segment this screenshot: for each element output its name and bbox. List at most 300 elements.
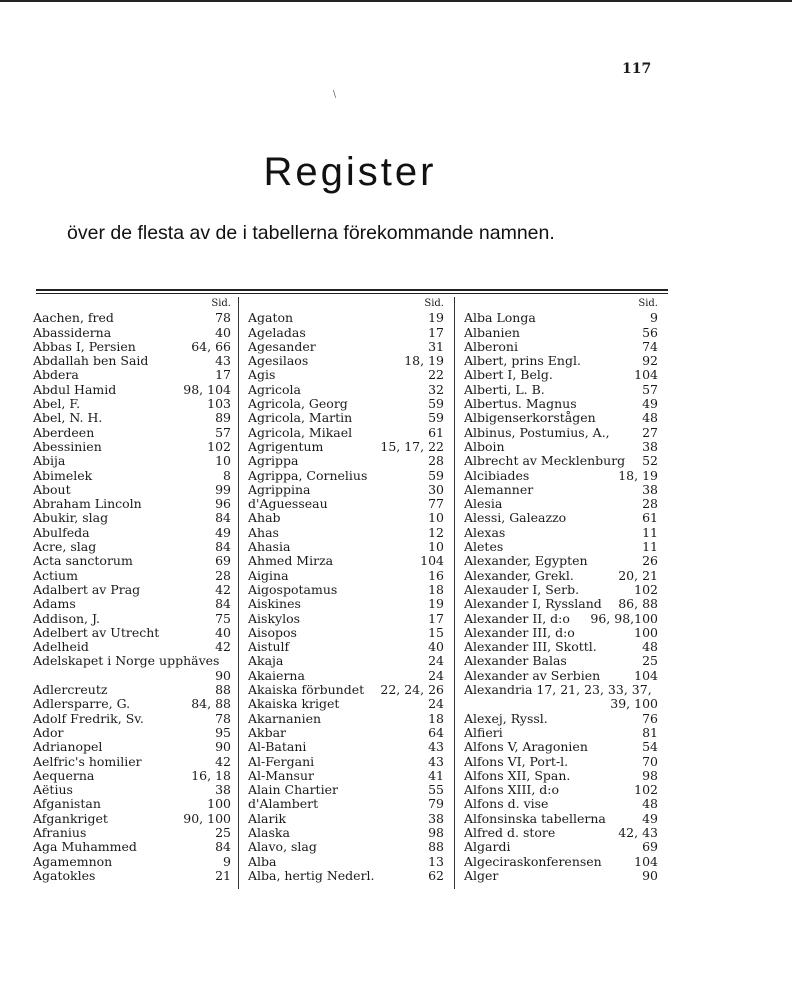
entry-pages: 96 [215,496,231,512]
entry-pages: 27 [642,424,658,440]
index-entry [248,726,444,740]
entry-pages: 78 [215,310,231,326]
entry-pages: 92 [642,353,658,369]
entry-name: Agricola, Georg [248,396,348,412]
index-entry [248,797,444,811]
entry-name: Abdera [33,367,79,383]
entry-name: Albinus, Postumius, A., [464,424,610,440]
entry-name: Alfons VI, Port-l. [464,753,569,769]
index-entry [248,411,444,425]
entry-name: Albert I, Belg. [464,367,553,383]
page-number: 117 [622,61,652,77]
index-entry [464,783,658,797]
index-entry [33,597,231,611]
index-entry [248,783,444,797]
entry-name: Adelskapet i Norge upphäves [33,653,220,669]
entry-name: Agricola [248,381,301,397]
index-entry [464,540,658,554]
entry-pages: 43 [428,753,444,769]
entry-name: Al-Fergani [248,753,315,769]
index-entry [464,311,658,325]
index-entry [464,397,658,411]
entry-pages: 38 [215,782,231,798]
index-entry [33,869,231,883]
entry-pages: 40 [215,324,231,340]
index-entry [248,368,444,382]
entry-name: Aiskines [248,596,301,612]
entry-name: Agamemnon [33,853,113,869]
index-entry [33,583,231,597]
entry-pages: 84, 88 [191,696,231,712]
entry-name: Actium [33,567,78,583]
entry-pages: 38 [428,810,444,826]
entry-name: Agricola, Martin [248,410,353,426]
entry-name: Alexas [464,524,506,540]
entry-name: Alexander II, d:o [464,610,570,626]
entry-pages: 18, 19 [618,467,658,483]
entry-pages: 86, 88 [618,596,658,612]
index-entry [248,397,444,411]
index-entry [248,597,444,611]
entry-name: Alcibiades [464,467,530,483]
entry-pages: 42 [215,753,231,769]
index-entry [464,368,658,382]
entry-name: Agrippina [248,481,311,497]
index-entry [33,654,231,668]
index-entry [248,340,444,354]
index-entry [248,869,444,883]
entry-pages: 64, 66 [191,338,231,354]
entry-name: Agis [248,367,276,383]
column-divider-1 [238,297,239,889]
entry-pages: 17 [428,324,444,340]
index-entry [248,526,444,540]
entry-pages: 88 [428,839,444,855]
index-entry [33,483,231,497]
entry-name: Alexander, Egypten [464,553,588,569]
index-entry [464,712,658,726]
index-entry [33,797,231,811]
entry-pages: 104 [634,667,658,683]
entry-name: Abbas I, Persien [33,338,136,354]
index-entry [464,597,658,611]
index-entry [248,554,444,568]
entry-name: Alarik [248,810,287,826]
entry-pages: 49 [642,396,658,412]
entry-pages: 59 [428,410,444,426]
index-entry [33,783,231,797]
entry-name: Alfons XIII, d:o [464,782,560,798]
index-entry [33,855,231,869]
entry-pages: 24 [428,653,444,669]
index-entry [248,683,444,697]
entry-name: Ahab [248,510,281,526]
entry-pages: 69 [215,553,231,569]
index-entry [464,354,658,368]
entry-pages: 79 [428,796,444,812]
entry-name: Alexander III, d:o [464,624,575,640]
header-rule-thin [36,293,668,294]
entry-pages: 31 [428,338,444,354]
entry-name: Agesilaos [248,353,309,369]
entry-name: Alfieri [464,724,503,740]
entry-pages: 24 [428,667,444,683]
index-entry [464,626,658,640]
entry-name: Aga Muhammed [33,839,137,855]
entry-pages: 98 [642,767,658,783]
entry-name: Addison, J. [33,610,100,626]
index-entry [33,712,231,726]
page-title: Register [263,150,437,194]
entry-pages: 104 [634,853,658,869]
entry-name: Alain Chartier [248,782,338,798]
index-entry [248,569,444,583]
entry-name: Ahmed Mirza [248,553,334,569]
index-entry [464,669,658,683]
entry-pages: 18 [428,581,444,597]
entry-pages: 15, 17, 22 [380,438,444,454]
index-entry [464,697,658,711]
entry-pages: 48 [642,796,658,812]
entry-pages: 74 [642,338,658,354]
entry-pages: 75 [215,610,231,626]
index-entry [33,469,231,483]
entry-pages: 16, 18 [191,767,231,783]
index-entry [464,469,658,483]
entry-pages: 18, 19 [404,353,444,369]
entry-name: Ageladas [248,324,306,340]
entry-name: Alfons XII, Span. [464,767,571,783]
index-entry [464,726,658,740]
entry-name: Akaiska kriget [248,696,340,712]
entry-name: Alfons V, Aragonien [464,739,588,755]
index-entry [248,755,444,769]
entry-name: Aachen, fred [33,310,114,326]
index-entry [248,812,444,826]
entry-pages: 55 [428,782,444,798]
entry-pages: 102 [634,581,658,597]
entry-name: Agesander [248,338,316,354]
entry-name: Alemanner [464,481,534,497]
index-entry [33,669,231,683]
index-entry [464,840,658,854]
index-entry [33,454,231,468]
entry-name: Abraham Lincoln [33,496,142,512]
entry-pages: 84 [215,510,231,526]
entry-name: Alberoni [464,338,518,354]
entry-name: Aëtius [33,782,73,798]
entry-pages: 61 [428,424,444,440]
entry-pages: 89 [215,410,231,426]
entry-name: Abulfeda [33,524,90,540]
entry-pages: 48 [642,410,658,426]
index-entry [248,855,444,869]
entry-pages: 48 [642,639,658,655]
index-entry [33,626,231,640]
entry-pages: 30 [428,481,444,497]
entry-pages: 104 [420,553,444,569]
index-entry [33,769,231,783]
index-entry [33,426,231,440]
entry-name: Alesia [464,496,503,512]
index-entry [464,640,658,654]
entry-name: Afranius [33,824,87,840]
index-entry [33,526,231,540]
entry-pages: 19 [428,596,444,612]
entry-pages: 103 [207,396,231,412]
entry-name: Agrippa, Cornelius [248,467,368,483]
entry-pages: 43 [428,739,444,755]
index-entry [33,812,231,826]
entry-name: Aiskylos [248,610,301,626]
index-entry [33,755,231,769]
entry-name: Albigenserkorstågen [464,410,596,426]
entry-pages: 42, 43 [618,824,658,840]
index-entry [33,640,231,654]
entry-name: Al-Mansur [248,767,314,783]
entry-name: Adolf Fredrik, Sv. [33,710,144,726]
entry-pages: 22 [428,367,444,383]
entry-pages: 22, 24, 26 [380,682,444,698]
index-entry [248,583,444,597]
entry-pages: 56 [642,324,658,340]
entry-name: Aistulf [248,639,290,655]
entry-pages: 18 [428,710,444,726]
entry-name: Agrigentum [248,438,324,454]
entry-name: Agricola, Mikael [248,424,353,440]
entry-pages: 17 [428,610,444,626]
index-entry [33,511,231,525]
index-entry [464,426,658,440]
index-entry [248,426,444,440]
entry-pages: 43 [215,353,231,369]
index-entry [248,697,444,711]
entry-name: Ahasia [248,539,291,555]
entry-pages: 11 [642,524,658,540]
entry-name: Afganistan [33,796,101,812]
entry-pages: 10 [428,539,444,555]
entry-name: Alger [464,867,499,883]
entry-pages: 41 [428,767,444,783]
entry-pages: 28 [428,453,444,469]
index-entry [464,440,658,454]
entry-name: Algardi [464,839,511,855]
entry-pages: 49 [215,524,231,540]
entry-name: Abassiderna [33,324,112,340]
entry-name: Alexandria 17, 21, 23, 33, 37, [464,682,652,698]
entry-name: Afgankriget [33,810,108,826]
entry-name: Akbar [248,724,287,740]
index-entry [464,612,658,626]
entry-name: Alfons d. vise [464,796,549,812]
index-entry [33,397,231,411]
entry-name: d'Alambert [248,796,319,812]
entry-pages: 76 [642,710,658,726]
index-entry [248,740,444,754]
index-entry [464,483,658,497]
entry-pages: 81 [642,724,658,740]
index-entry [248,612,444,626]
index-entry [33,440,231,454]
column-header-sid: Sid. [638,298,658,309]
entry-pages: 77 [428,496,444,512]
entry-pages: 95 [215,724,231,740]
entry-name: Aigospotamus [248,581,338,597]
index-entry [33,383,231,397]
index-column-1 [33,297,231,883]
index-column-3 [464,297,658,883]
entry-pages: 9 [223,853,231,869]
entry-name: Al-Batani [248,739,307,755]
entry-pages: 25 [215,824,231,840]
entry-name: Agaton [248,310,294,326]
index-entry [464,812,658,826]
index-column-2 [248,297,444,883]
header-rule-thick [36,289,668,291]
entry-pages: 40 [428,639,444,655]
column-header-sid: Sid. [211,298,231,309]
entry-name: Alexauder I, Serb. [464,581,580,597]
entry-name: Abel, N. H. [33,410,103,426]
entry-name: Aisopos [248,624,297,640]
index-entry [464,497,658,511]
index-entry [248,497,444,511]
index-entry [464,411,658,425]
entry-name: d'Aguesseau [248,496,328,512]
entry-name: Acta sanctorum [33,553,133,569]
entry-pages: 8 [223,467,231,483]
entry-name: Albrecht av Mecklenburg [464,453,626,469]
entry-name: Albertus. Magnus [464,396,577,412]
entry-name: Ador [33,724,64,740]
entry-pages: 42 [215,581,231,597]
entry-pages: 90, 100 [183,810,231,826]
entry-pages: 13 [428,853,444,869]
index-entry [248,640,444,654]
entry-pages: 88 [215,682,231,698]
entry-pages: 21 [215,867,231,883]
entry-name: Abdallah ben Said [33,353,149,369]
entry-name: Abukir, slag [33,510,109,526]
entry-pages: 69 [642,839,658,855]
entry-pages: 84 [215,596,231,612]
entry-pages: 99 [215,481,231,497]
entry-pages: 90 [642,867,658,883]
entry-pages: 102 [207,438,231,454]
entry-name: Adlersparre, G. [33,696,131,712]
index-entry [248,311,444,325]
entry-name: Alberti, L. B. [464,381,545,397]
entry-pages: 90 [215,739,231,755]
entry-pages: 62 [428,867,444,883]
entry-name: Alexander, Grekl. [464,567,574,583]
entry-pages: 100 [207,796,231,812]
entry-pages: 20, 21 [618,567,658,583]
entry-pages: 24 [428,696,444,712]
entry-pages: 19 [428,310,444,326]
entry-name: Albert, prins Engl. [464,353,581,369]
entry-name: Abimelek [33,467,93,483]
entry-pages: 12 [428,524,444,540]
entry-name: Abdul Hamid [33,381,117,397]
index-entry [33,840,231,854]
index-entry [33,612,231,626]
index-entry [33,311,231,325]
entry-name: Aelfric's homilier [33,753,142,769]
entry-name: Alba [248,853,277,869]
entry-pages: 28 [215,567,231,583]
index-entry [464,654,658,668]
entry-name: Akarnanien [248,710,322,726]
entry-pages: 104 [634,367,658,383]
index-entry [33,497,231,511]
entry-name: Aberdeen [33,424,95,440]
index-entry [33,554,231,568]
entry-name: Akaierna [248,667,305,683]
entry-pages: 57 [642,381,658,397]
index-entry [33,740,231,754]
entry-pages: 42 [215,639,231,655]
entry-name: Alfred d. store [464,824,556,840]
entry-pages: 17 [215,367,231,383]
entry-pages: 40 [215,624,231,640]
entry-pages: 54 [642,739,658,755]
entry-pages: 32 [428,381,444,397]
entry-pages: 102 [634,782,658,798]
index-entry [33,683,231,697]
entry-name: Alboin [464,438,505,454]
index-entry [464,340,658,354]
entry-pages: 96, 98,100 [590,610,658,626]
entry-pages: 78 [215,710,231,726]
entry-name: Alexej, Ryssl. [464,710,548,726]
entry-name: Alba Longa [464,310,536,326]
entry-pages: 15 [428,624,444,640]
index-entry [464,554,658,568]
entry-pages: 64 [428,724,444,740]
entry-name: About [33,481,71,497]
index-entry [464,383,658,397]
index-entry [464,526,658,540]
index-entry [464,826,658,840]
entry-name: Adalbert av Prag [33,581,141,597]
entry-pages: 16 [428,567,444,583]
entry-name: Adelbert av Utrecht [33,624,160,640]
entry-pages: 59 [428,396,444,412]
entry-pages: 61 [642,510,658,526]
entry-name: Abessinien [33,438,102,454]
index-entry [248,483,444,497]
entry-pages: 98, 104 [183,381,231,397]
index-entry [33,354,231,368]
index-entry [33,411,231,425]
entry-name: Ahas [248,524,279,540]
index-entry [248,469,444,483]
entry-name: Adlercreutz [33,682,108,698]
page-subtitle: över de flesta av de i tabellerna förekommande namnen. [67,222,555,244]
entry-name: Alessi, Galeazzo [464,510,567,526]
entry-pages: 25 [642,653,658,669]
entry-name: Algeciraskonferensen [464,853,602,869]
index-entry [248,826,444,840]
entry-pages: 9 [650,310,658,326]
index-entry [464,583,658,597]
entry-pages: 26 [642,553,658,569]
entry-name: Abija [33,453,66,469]
index-entry [33,540,231,554]
page-top-border [0,0,792,2]
index-entry [464,569,658,583]
